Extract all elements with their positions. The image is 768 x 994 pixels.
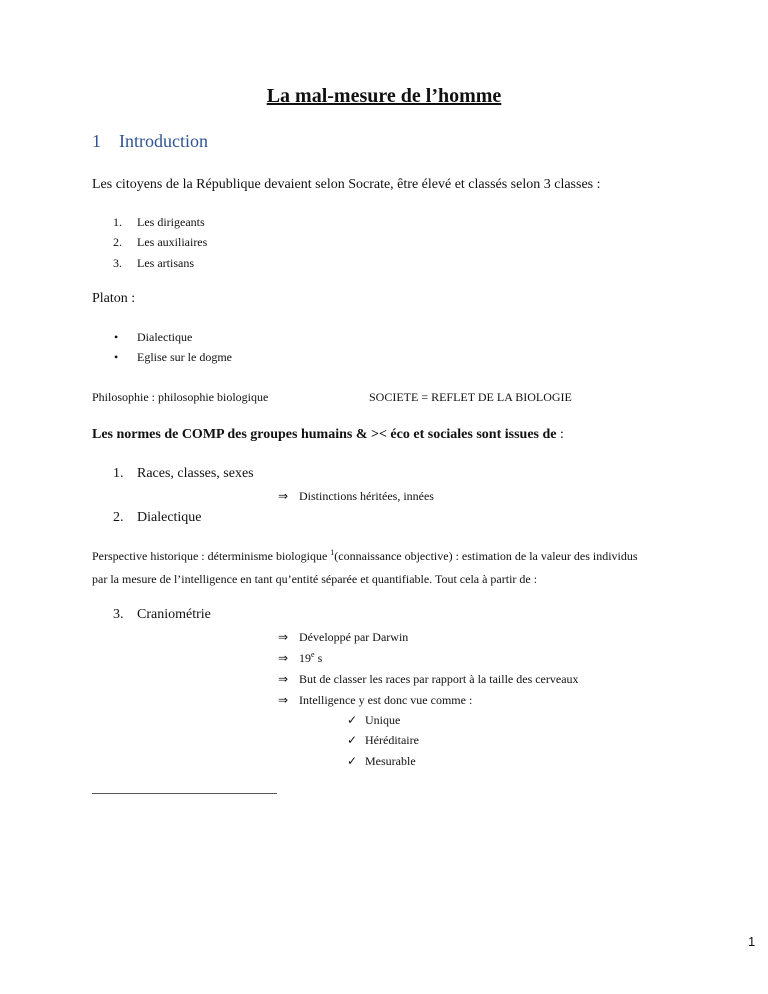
platon-label: Platon : <box>92 291 136 306</box>
footnote-separator <box>92 793 277 794</box>
arrow-item <box>299 651 322 665</box>
perspective-line-1 <box>92 549 638 563</box>
list-number: 1. <box>113 466 124 481</box>
normes-bold: Les normes de COMP des groupes humains & >< éco et sociales sont issues de <box>92 427 557 442</box>
page-number: 1 <box>748 934 756 949</box>
normes-tail: : <box>556 427 564 442</box>
check-icon: ✓ <box>347 713 358 727</box>
section-number: 1 <box>92 131 101 151</box>
century-number: 19 <box>299 651 311 665</box>
list-item: Craniométrie <box>137 607 211 622</box>
perspective-text: Perspective historique : déterminisme biologique <box>92 549 331 563</box>
list-item: Les dirigeants <box>137 215 205 229</box>
arrow-icon: ⇒ <box>278 651 289 665</box>
check-item: Unique <box>365 713 401 727</box>
bullet-icon: • <box>114 350 119 364</box>
check-item: Héréditaire <box>365 733 419 747</box>
arrow-icon: ⇒ <box>278 489 289 503</box>
perspective-line-2: par la mesure de l’intelligence en tant qu’entité séparée et quantifiable. Tout cela à partir de : <box>92 572 538 586</box>
list-item: Les auxiliaires <box>137 235 208 249</box>
check-icon: ✓ <box>347 754 358 768</box>
arrow-item: But de classer les races par rapport à la taille des cerveaux <box>299 672 579 686</box>
bullet-icon: • <box>114 330 119 344</box>
list-number: 1. <box>113 215 122 229</box>
arrow-icon: ⇒ <box>278 630 289 644</box>
list-number: 2. <box>113 510 124 525</box>
list-item: Dialectique <box>137 510 202 525</box>
normes-heading <box>92 427 564 444</box>
list-item: Les artisans <box>137 256 194 270</box>
century-tail: s <box>314 651 323 665</box>
list-number: 3. <box>113 607 124 622</box>
arrow-item: Développé par Darwin <box>299 630 409 644</box>
arrow-icon: ⇒ <box>278 672 289 686</box>
check-icon: ✓ <box>347 733 358 747</box>
document-title: La mal-mesure de l’homme <box>266 85 502 107</box>
arrow-icon: ⇒ <box>278 693 289 707</box>
societe-text: SOCIETE = REFLET DE LA BIOLOGIE <box>369 390 572 404</box>
check-item: Mesurable <box>365 754 416 768</box>
arrow-item: Intelligence y est donc vue comme : <box>299 693 473 707</box>
century-sup: e <box>311 650 315 659</box>
philosophie-text: Philosophie : philosophie biologique <box>92 390 269 404</box>
list-item: Eglise sur le dogme <box>137 350 232 364</box>
intro-paragraph: Les citoyens de la République devaient selon Socrate, être élevé et classés selon 3 classes : <box>92 177 601 192</box>
arrow-item: Distinctions héritées, innées <box>299 489 434 503</box>
list-number: 3. <box>113 256 122 270</box>
list-number: 2. <box>113 235 122 249</box>
list-item: Dialectique <box>137 330 193 344</box>
footnote-ref[interactable]: 1 <box>330 548 335 557</box>
section-title: Introduction <box>119 131 208 151</box>
perspective-text: (connaissance objective) : estimation de la valeur des individus <box>334 549 638 563</box>
list-item: Races, classes, sexes <box>137 466 254 481</box>
